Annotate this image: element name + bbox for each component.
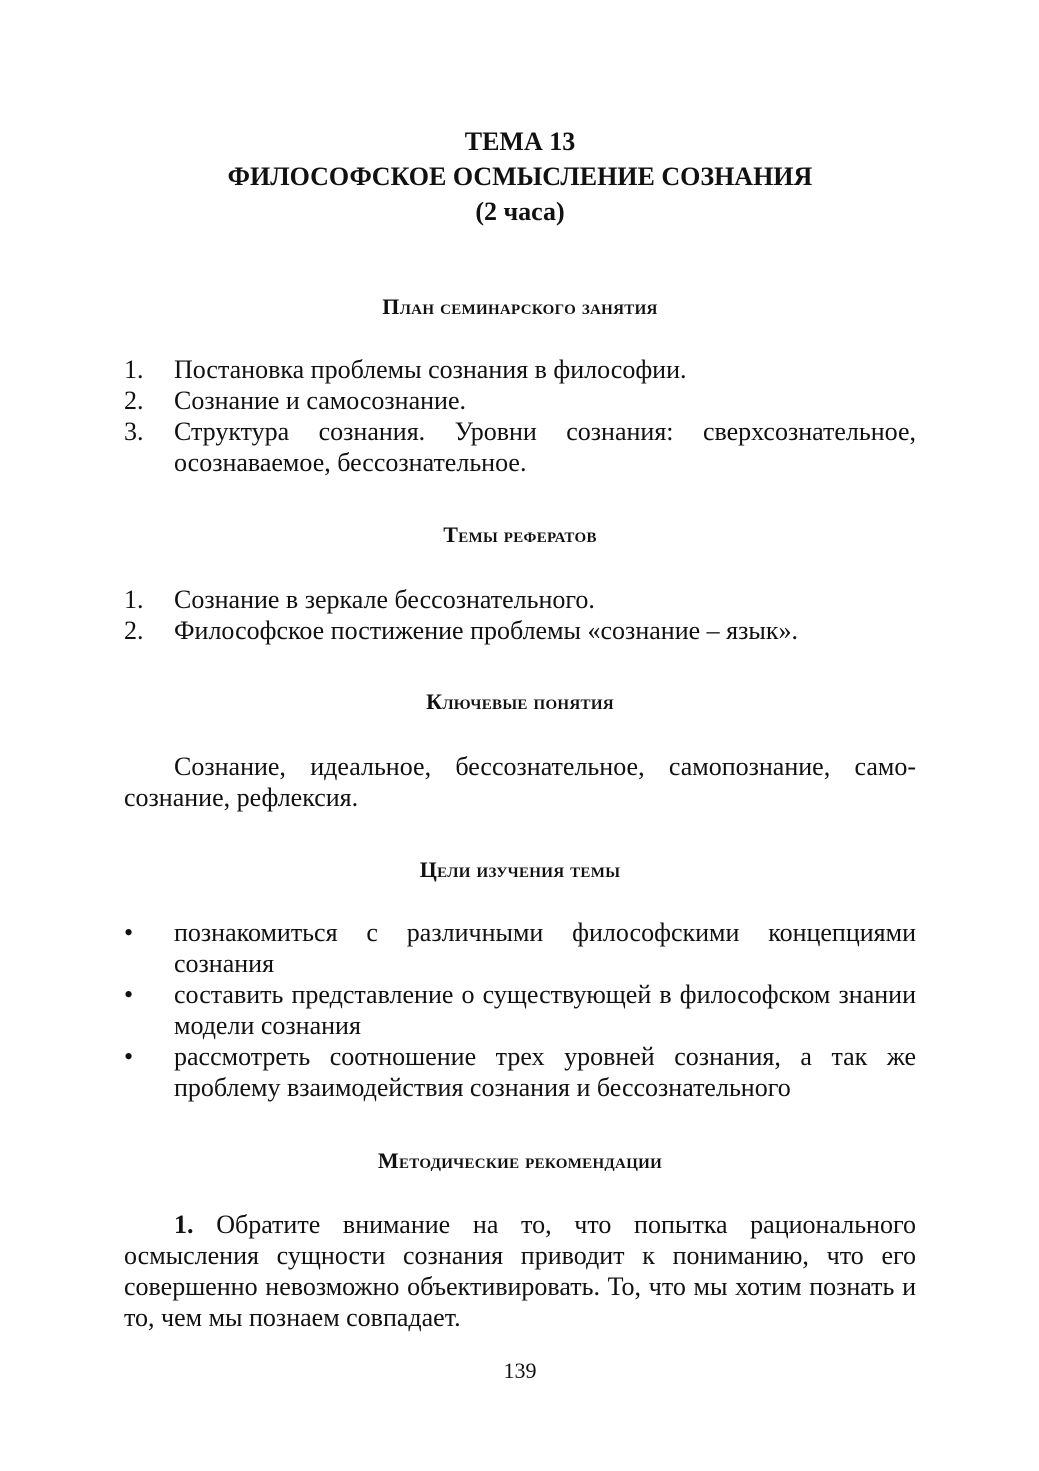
study-goals-heading: Цели изучения темы	[419, 857, 621, 882]
key-concepts-text: Сознание, идеальное, бессознательное, самопознание, самосознание, рефлексия.	[124, 752, 916, 812]
page-number: 139	[503, 1358, 537, 1383]
list-item-text: Философское постижение проблемы «сознание – язык».	[174, 616, 798, 645]
methodical-heading: Методические рекомендации	[377, 1148, 663, 1173]
list-item-text: познакомиться с различными философскими концепциями сознания	[174, 918, 916, 978]
topic-number: ТЕМА 13	[464, 127, 576, 156]
list-marker: 3.	[124, 417, 144, 446]
paragraph-number: 1.	[174, 1210, 194, 1239]
list-marker: 2.	[124, 386, 144, 415]
methodical-paragraph	[124, 1209, 916, 1333]
document-page	[124, 0, 916, 1471]
list-item	[124, 385, 916, 416]
study-goals-list	[124, 917, 916, 1103]
list-item	[124, 416, 916, 478]
bullet-marker: •	[124, 980, 134, 1009]
topic-title: ФИЛОСОФСКОЕ ОСМЫСЛЕНИЕ СОЗНАНИЯ	[227, 162, 813, 191]
list-item	[124, 354, 916, 385]
list-marker: 1.	[124, 585, 144, 614]
list-item	[124, 979, 916, 1041]
list-item-text: Структура сознания. Уровни сознания: сверхсознательное, осознаваемое, бессознательное.	[174, 417, 916, 477]
paragraph-text: Обратите внимание на то, что попытка рационального осмысления сущности сознания приводит к пониманию, что его совершенно невозможно объективировать. То, что мы хотим познать и то, чем мы познаем совпадает.	[124, 1210, 916, 1332]
essay-topics-heading: Темы рефератов	[443, 522, 597, 547]
list-item-text: Сознание в зеркале бессознательного.	[174, 585, 595, 614]
list-item	[124, 615, 916, 646]
list-item-text: Сознание и самосознание.	[174, 386, 466, 415]
key-concepts-heading: Ключевые понятия	[426, 689, 614, 714]
list-item-text: составить представление о существующей в философском знании модели сознания	[174, 980, 916, 1040]
essay-topics-list	[124, 584, 916, 646]
list-item-text: рассмотреть соотношение трех уровней сознания, а так же проблему взаимодействия сознания и бессознательного	[174, 1042, 916, 1102]
bullet-marker: •	[124, 918, 134, 947]
list-item-text: Постановка проблемы сознания в философии.	[174, 355, 687, 384]
list-marker: 2.	[124, 616, 144, 645]
list-item	[124, 917, 916, 979]
list-item	[124, 584, 916, 615]
list-item	[124, 1041, 916, 1103]
bullet-marker: •	[124, 1042, 134, 1071]
title-block	[124, 124, 916, 229]
list-marker: 1.	[124, 355, 144, 384]
topic-hours: (2 часа)	[475, 197, 565, 226]
seminar-plan-heading: План семинарского занятия	[382, 294, 658, 319]
seminar-plan-list	[124, 354, 916, 478]
